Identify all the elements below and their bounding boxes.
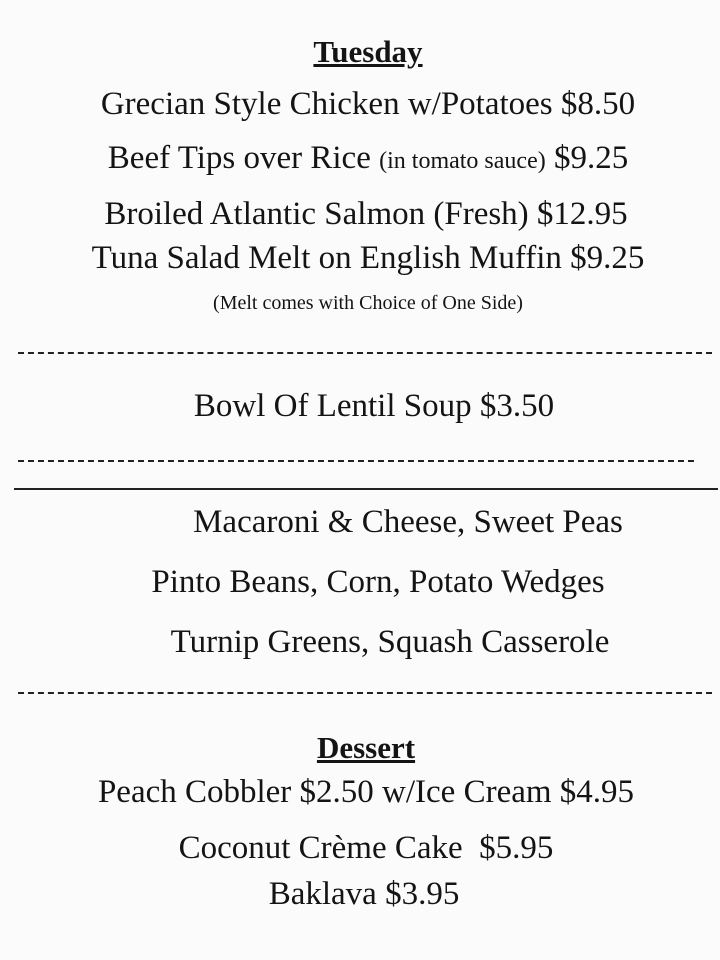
item-addon: w/Ice Cream	[382, 774, 552, 810]
sides-line: Macaroni & Cheese, Sweet Peas	[193, 504, 623, 540]
dessert-heading: Dessert	[316, 730, 416, 765]
menu-item	[8, 140, 720, 177]
sides-line: Turnip Greens, Squash Casserole	[170, 624, 610, 660]
item-price: $9.25	[570, 240, 645, 276]
item-name: Baklava	[268, 876, 377, 912]
menu-item	[8, 86, 720, 123]
sides-line: Pinto Beans, Corn, Potato Wedges	[151, 564, 605, 600]
tuesday-heading: Tuesday	[313, 34, 423, 69]
item-detail: (in tomato sauce)	[379, 148, 546, 174]
dessert-item	[4, 876, 720, 913]
solid-divider	[14, 488, 718, 490]
dashed-divider	[18, 692, 712, 694]
item-name: Broiled Atlantic Salmon (Fresh)	[104, 196, 529, 232]
item-price: $5.95	[479, 830, 554, 866]
item-price: $2.50	[299, 774, 374, 810]
item-name: Grecian Style Chicken w/Potatoes	[100, 86, 553, 122]
item-name: Beef Tips over Rice	[107, 140, 371, 176]
item-price: $8.50	[560, 86, 636, 122]
dessert-item	[6, 830, 720, 867]
dashed-divider	[18, 352, 712, 354]
dashed-divider	[18, 460, 694, 462]
item-price: $3.95	[385, 876, 460, 912]
item-addon-price: $4.95	[559, 774, 635, 810]
item-name: Peach Cobbler	[97, 774, 292, 810]
menu-note: (Melt comes with Choice of One Side)	[213, 292, 523, 314]
dessert-item	[6, 774, 720, 811]
item-name: Tuna Salad Melt on English Muffin	[91, 240, 562, 276]
item-price: $9.25	[553, 140, 629, 176]
item-name: Coconut Crème Cake	[178, 830, 463, 866]
item-name: Bowl Of Lentil Soup	[193, 388, 472, 424]
soup-item	[14, 388, 720, 425]
menu-item	[6, 196, 720, 233]
item-price: $3.50	[479, 388, 555, 424]
item-price: $12.95	[536, 196, 628, 232]
menu-item	[8, 240, 720, 277]
